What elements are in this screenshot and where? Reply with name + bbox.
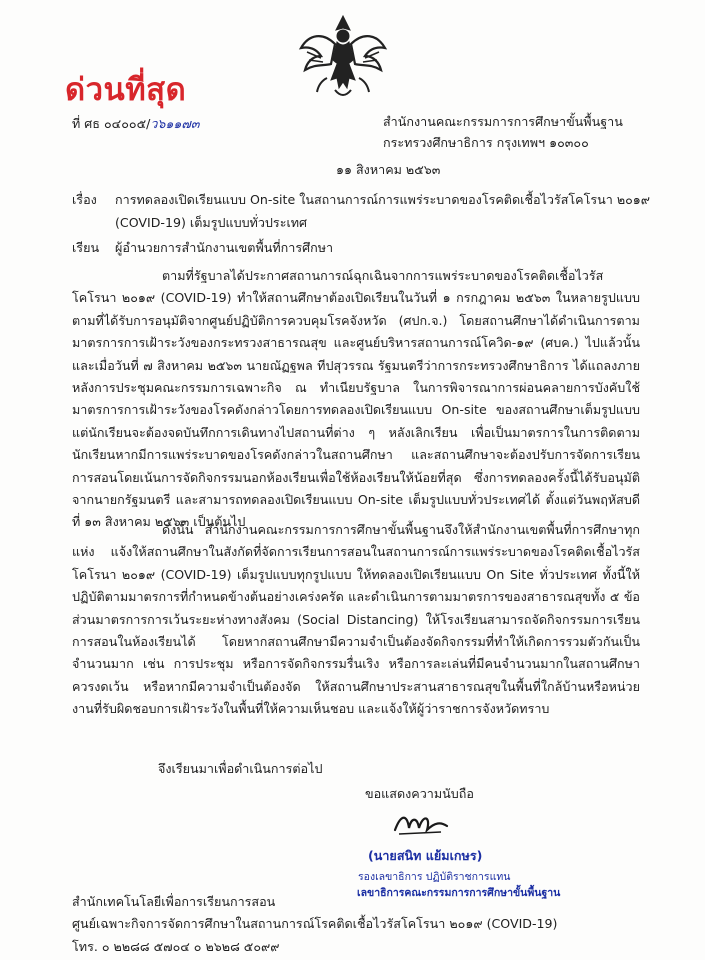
footer-department: สำนักเทคโนโลยีเพื่อการเรียนการสอน — [72, 894, 276, 909]
letter-date: ๑๑ สิงหาคม ๒๕๖๓ — [336, 162, 441, 177]
recipient: ผู้อำนวยการสำนักงานเขตพื้นที่การศึกษา — [115, 240, 334, 255]
regards-line: ขอแสดงความนับถือ — [365, 786, 474, 801]
handwritten-signature — [391, 808, 451, 838]
subject-line-2: (COVID-19) เต็มรูปแบบทั่วประเทศ — [115, 215, 308, 230]
closing-line: จึงเรียนมาเพื่อดำเนินการต่อไป — [158, 761, 323, 776]
issuing-office: สำนักงานคณะกรรมการการศึกษาขั้นพื้นฐาน — [383, 114, 623, 129]
signatory-title: เลขาธิการคณะกรรมการการศึกษาขั้นพื้นฐาน — [357, 887, 561, 899]
footer-phone: โทร. ๐ ๒๒๘๘ ๕๗๐๔ ๐ ๒๖๒๘ ๕๐๙๙ — [72, 939, 280, 954]
document-number-handwritten: ว๖๑๑๗๓ — [150, 116, 200, 131]
document-number-prefix: ที่ ศธ ๐๔๐๐๕/ — [72, 116, 151, 131]
urgency-stamp: ด่วนที่สุด — [65, 72, 187, 108]
issuing-office-address: กระทรวงศึกษาธิการ กรุงเทพฯ ๑๐๓๐๐ — [383, 135, 589, 150]
footer-center: ศูนย์เฉพาะกิจการจัดการศึกษาในสถานการณ์โรคติดเชื้อไวรัสโคโรนา ๒๐๑๙ (COVID-19) — [72, 916, 558, 931]
body-paragraph-2: ดังนั้น สำนักงานคณะกรรมการการศึกษาขั้นพื้นฐานจึงให้สำนักงานเขตพื้นที่การศึกษาทุกแห่ง แจ้งให้สถานศึกษาในสังกัดที่จัดการเรียนการสอนในสถานการณ์การแพร่ระบาดของโรคติดเชื้อไวรัสโคโรนา ๒๐๑๙ (COVID-19) เต็มรูปแบบทุกรูปแบบ ให้ทดลองเปิดเรียนแบบ On Site ทั่วประเทศ ทั้งนี้ให้ปฏิบัติตามมาตรการที่กำหนดข้างต้นอย่างเคร่งครัด และดำเนินการตามมาตรการของสาธารณสุขทั้ง ๕ ข้อ ส่วนมาตรการการเว้นระยะห่างทางสังคม (Social Distancing) ให้โรงเรียนสามารถจัดกิจกรรมการเรียนการสอนในห้องเรียนได้ โดยหากสถานศึกษามีความจำเป็นต้องจัดกิจกรรมที่ทำให้เกิดการรวมตัวกันเป็นจำนวนมาก เช่น การประชุม หรือการจัดกิจกรรมรื่นเริง หรือการละเล่นที่มีคนจำนวนมากในสถานศึกษาควรงดเว้น หรือหากมีความจำเป็นต้องจัด ให้สถานศึกษาประสานสาธารณสุขในพื้นที่ใกล้บ้านหรือหน่วยงานที่รับผิดชอบการเฝ้าระวังในพื้นที่ให้ความเห็นชอบ และแจ้งให้ผู้ว่าราชการจังหวัดทราบ — [72, 522, 640, 717]
signatory-name: (นายสนิท แย้มเกษร) — [368, 848, 483, 863]
recipient-label: เรียน — [72, 240, 100, 255]
body-paragraph-1: ตามที่รัฐบาลได้ประกาศสถานการณ์ฉุกเฉินจากการแพร่ระบาดของโรคติดเชื้อไวรัสโคโรนา ๒๐๑๙ (COVID-19) ทำให้สถานศึกษาต้องเปิดเรียนในวันที่ ๑ กรกฎาคม ๒๕๖๓ ในหลายรูปแบบตามที่ได้รับการอนุมัติจากศูนย์ปฏิบัติการควบคุมโรคจังหวัด (ศปก.จ.) โดยสถานศึกษาได้ดำเนินการตามมาตรการการเฝ้าระวังของกระทรวงสาธารณสุข และศูนย์บริหารสถานการณ์โควิด-๑๙ (ศบค.) ไปแล้วนั้น และเมื่อวันที่ ๗ สิงหาคม ๒๕๖๓ นายณัฏฐพล ทีปสุวรรณ รัฐมนตรีว่าการกระทรวงศึกษาธิการ ได้แถลงภายหลังการประชุมคณะกรรมการเฉพาะกิจ ณ ทำเนียบรัฐบาล ในการพิจารณาการผ่อนคลายการบังคับใช้มาตรการการเฝ้าระวังของโรคดังกล่าวโดยการทดลองเปิดเรียนแบบ On-site ของสถานศึกษาเต็มรูปแบบ แต่นักเรียนจะต้องจดบันทึกการเดินทางไปสถานที่ต่าง ๆ หลังเลิกเรียน เพื่อเป็นมาตรการในการติดตามนักเรียนหากมีการแพร่ระบาดของโรคดังกล่าวในสถานศึกษา และสถานศึกษาจะต้องปรับการจัดการเรียนการสอนโดยเน้นการจัดกิจกรรมนอกห้องเรียนเพื่อใช้ห้องเรียนให้น้อยที่สุด ซึ่งการทดลองครั้งนี้ได้รับอนุมัติจากนายกรัฐมนตรี และสามารถทดลองเปิดเรียนแบบ On-site เต็มรูปแบบทั่วประเทศได้ ตั้งแต่วันพฤหัสบดีที่ ๑๓ สิงหาคม ๒๕๖๓ เป็นต้นไป — [72, 268, 640, 530]
garuda-emblem-icon — [297, 12, 389, 104]
subject-label: เรื่อง — [72, 192, 97, 207]
subject-line-1: การทดลองเปิดเรียนแบบ On-site ในสถานการณ์การแพร่ระบาดของโรคติดเชื้อไวรัสโคโรนา ๒๐๑๙ — [115, 192, 651, 207]
document-number — [72, 114, 200, 134]
signatory-position: รองเลขาธิการ ปฏิบัติราชการแทน — [358, 871, 511, 883]
